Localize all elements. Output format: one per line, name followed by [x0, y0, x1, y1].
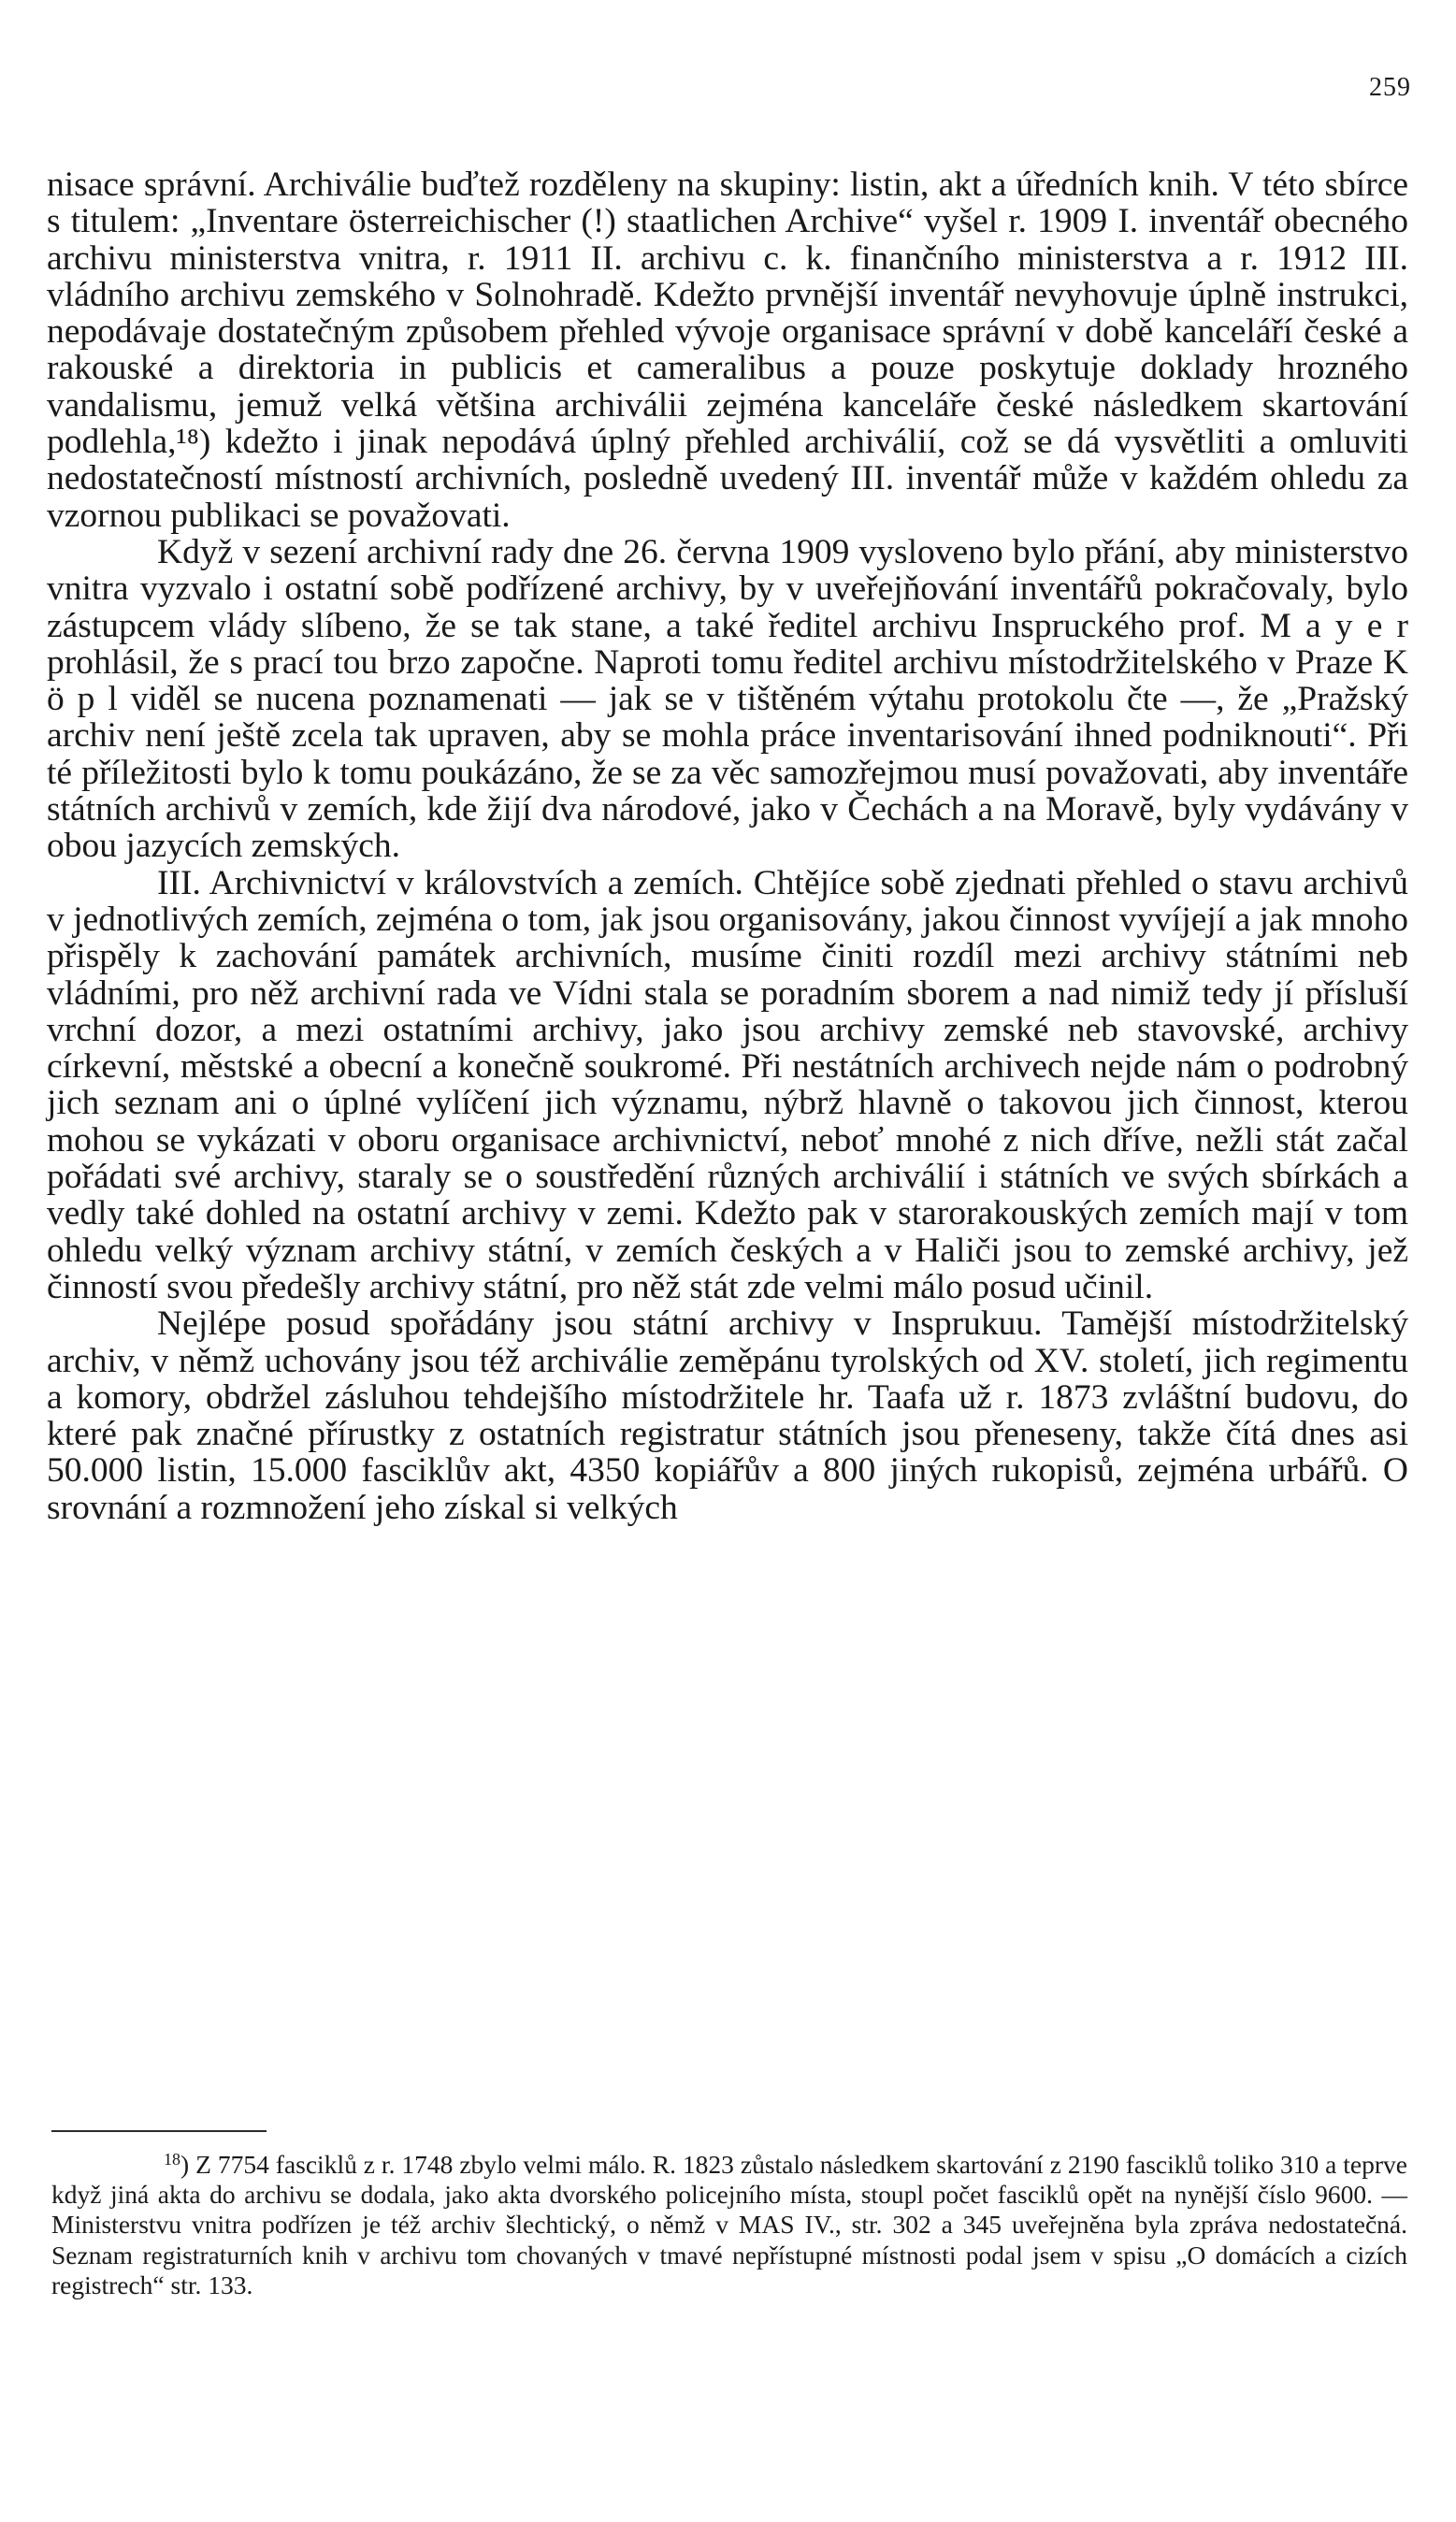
paragraph-2: Když v sezení archivní rady dne 26. června 1909 vysloveno bylo přání, aby ministerstvo vnitra vyzvalo i ostatní sobě podřízené archivy, by v uveřejňování inventářů pokračovaly, bylo zástupcem vlády slíbeno, že se tak stane, a také ředitel archivu Inspruckého prof. M a y e r prohlásil, že s prací tou brzo započne. Naproti tomu ředitel archivu místodržitelského v Praze K ö p l viděl se nucena poznamenati — jak se v tištěném výtahu protokolu čte —, že „Pražský archiv není ještě zcela tak upraven, aby se mohla práce inventarisování ihned podniknouti“. Při té příležitosti bylo k tomu poukázáno, že se za věc samozřejmou musí považovati, aby inventáře státních archivů v zemích, kde žijí dva národové, jako v Čechách a na Moravě, byly vydávány v obou jazycích zemských. [47, 532, 1408, 866]
paragraph-1: nisace správní. Archiválie buďtež rozděleny na skupiny: listin, akt a úředních knih. V této sbírce s titulem: „Inventare österreichischer (!) staatlichen Archive“ vyšel r. 1909 I. inventář obecného archivu ministerstva vnitra, r. 1911 II. archivu c. k. finančního ministerstva a r. 1912 III. vládního archivu zemského v Solnohradě. Kdežto prvnější inventář nevyhovuje úplně instrukci, nepodávaje dostatečným způsobem přehled vývoje organisace správní v době kanceláří české a rakouské a direktoria in publicis et cameralibus a pouze poskytuje doklady hrozného vandalismu, jemuž velká většina archiválii zejména kanceláře české následkem skartování podlehla,¹⁸) kdežto i jinak nepodává úplný přehled archiválií, což se dá vysvětliti a omluviti nedostatečností místností archivních, posledně uvedený III. inventář může v každém ohledu za vzornou publikaci se považovati. [47, 166, 1408, 535]
body-text [47, 166, 1408, 1526]
page-number: 259 [1369, 73, 1411, 102]
paragraph-3-section-heading: III. Archivnictví v královstvích a zemích. Chtějíce sobě zjednati přehled o stavu archivů v jednotlivých zemích, zejména o tom, jak jsou organisovány, jakou činnost vyvíjejí a jak mnoho přispěly k zachování památek archivních, musíme činiti rozdíl mezi archivy státními neb vládními, pro něž archivní rada ve Vídni stala se poradním sborem a nad nimiž tedy jí přísluší vrchní dozor, a mezi ostatními archivy, jako jsou archivy zemské neb stavovské, archivy církevní, městské a obecní a konečně soukromé. Při nestátních archivech nejde nám o podrobný jich seznam ani o úplné vylíčení jich významu, nýbrž hlavně o takovou jich činnost, kterou mohou se vykázati v oboru organisace archivnictví, neboť mnohé z nich dříve, nežli stát začal pořádati své archivy, staraly se o soustředění různých archiválií i státních ve svých sbírkách a vedly také dohled na ostatní archivy v zemi. Kdežto pak v starorakouských zemích mají v tom ohledu velký význam archivy státní, v zemích českých a v Haliči jsou to zemské archivy, jež činností svou předešly archivy státní, pro něž stát zde velmi málo posud učinil. [47, 863, 1408, 1306]
footnote-text: ) Z 7754 fasciklů z r. 1748 zbylo velmi málo. R. 1823 zůstalo následkem skartování z 2190 fasciklů toliko 310 a teprve když jiná akta do archivu se dodala, jako akta dvorského policejního místa, stoupl počet fasciklů opět na nynější číslo 9600. — Ministerstvu vnitra podřízen je též archiv šlechtický, o němž v MAS IV., str. 302 a 345 uveřejněna byla zpráva nedostatečná. Seznam registraturních knih v archivu tom chovaných v tmavé nepřístupné místnosti podal jsem v spisu „O domácích a cizích registrech“ str. 133. [51, 2150, 1407, 2299]
footnote [51, 2144, 1407, 2300]
footnote-separator [51, 2130, 267, 2132]
footnote-mark: 18 [164, 2150, 180, 2169]
paragraph-4: Nejlépe posud spořádány jsou státní archivy v Insprukuu. Tamější místodržitelský archiv, v němž uchovány jsou též archiválie zeměpánu tyrolských od XV. století, jich regimentu a komory, obdržel zásluhou tehdejšího místodržitele hr. Taafa už r. 1873 zvláštní budovu, do které pak značné přírustky z ostatních registratur státních jsou přeneseny, takže čítá dnes asi 50.000 listin, 15.000 fasciklův akt, 4350 kopiářův a 800 jiných rukopisů, zejména urbářů. O srovnání a rozmnožení jeho získal si velkých [47, 1304, 1408, 1527]
